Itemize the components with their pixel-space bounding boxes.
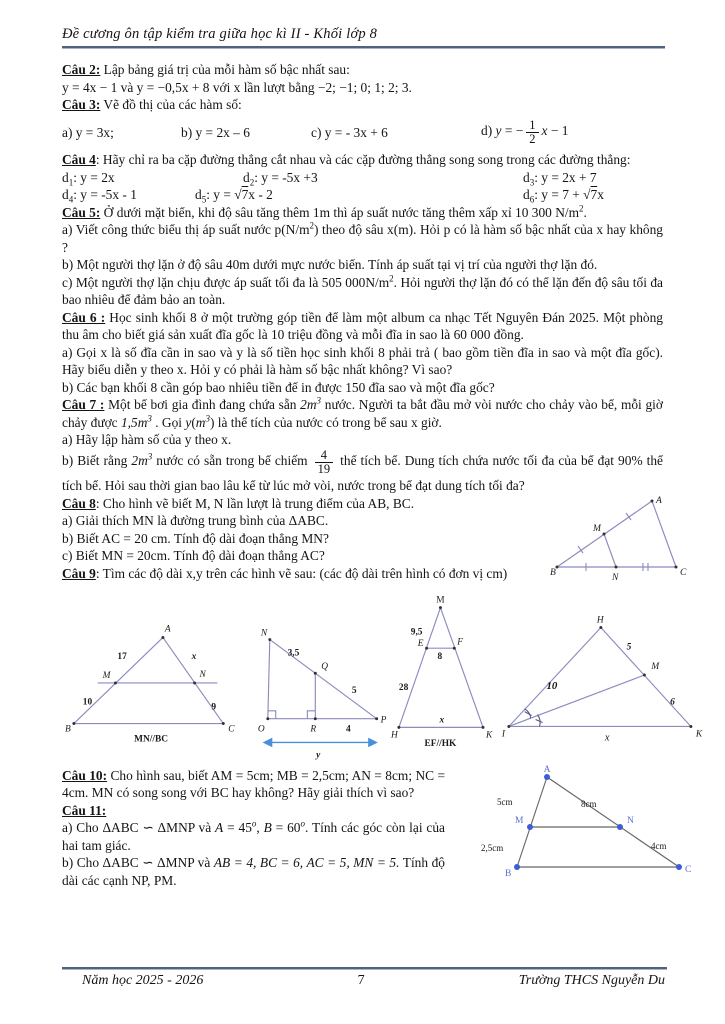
- equation-row: [62, 114, 663, 152]
- text-segment: 2: [389, 273, 394, 284]
- text-line: [62, 344, 663, 379]
- equation-cell: [62, 169, 243, 187]
- text-segment: Tính độ dài các cạnh NP, PM.: [62, 855, 445, 888]
- text-segment: : y = 7 +: [534, 187, 584, 202]
- problem-label: Câu 9: [62, 565, 96, 581]
- text-segment: : Cho hình vẽ biết M, N lần lượt là trung điểm của AB, BC.: [95, 495, 415, 511]
- text-segment: B: [263, 820, 272, 835]
- text-segment: thể tích bể. Dung tích chứa nước tối đa của bể đạt 90% thể tích bể. Hỏi sau thời gian bao lâu kể từ lúc mở vòi, nước trong bể đạt dung tích tối đa?: [62, 452, 663, 493]
- text-segment: x - 2: [248, 187, 273, 202]
- figures-row-problem-9: [62, 591, 715, 763]
- svg-text:P: P: [380, 715, 387, 726]
- svg-text:H: H: [390, 729, 398, 740]
- equation-cell: [62, 124, 181, 142]
- text-segment: d: [523, 187, 530, 202]
- equation-cell: [62, 186, 195, 204]
- text-segment: d: [62, 187, 69, 202]
- svg-text:3,5: 3,5: [287, 647, 300, 658]
- text-segment: b) Biết AC = 20 cm. Tính độ dài đoạn thẳng MN?: [62, 530, 329, 546]
- text-segment: ∽: [142, 820, 154, 835]
- text-line: [62, 396, 663, 431]
- text-segment: = 60: [271, 820, 301, 835]
- text-line: [62, 151, 663, 169]
- svg-text:Q: Q: [321, 661, 329, 672]
- text-segment: Học sinh khối 8 ở một trường góp tiền để làm một album ca nhạc Tết Nguyên Đán 2025. Một phòng thu âm cho biết giá sản xuất đĩa gốc là 10 triệu đồng và mỗi đĩa in sao là 60 000 đồng.: [62, 309, 663, 342]
- text-segment: 1: [68, 177, 74, 188]
- figure-9c-triangle-ef-parallel-hk: [389, 591, 496, 747]
- svg-text:N: N: [627, 815, 634, 826]
- problem-label: Câu 5:: [62, 204, 101, 220]
- svg-text:x: x: [438, 714, 444, 725]
- text-segment: nước có sẵn trong bể chiếm: [152, 452, 312, 468]
- equation-cell: [481, 119, 568, 148]
- svg-text:M: M: [435, 595, 445, 606]
- text-segment: .: [583, 204, 587, 220]
- text-segment: : Tìm các độ dài x,y trên các hình vẽ sau: (các độ dài trên hình có đơn vị cm): [95, 565, 508, 581]
- text-line: [62, 61, 663, 79]
- svg-text:4cm: 4cm: [651, 840, 667, 851]
- text-segment: − 1: [547, 122, 569, 138]
- text-segment: b) Một người thợ lặn ở độ sâu 40m dưới mực nước biển. Tính áp suất tại vị trí của người thợ lặn đó.: [62, 257, 598, 272]
- text-segment: 4: [68, 194, 74, 205]
- svg-text:B: B: [550, 567, 556, 578]
- svg-text:x: x: [605, 731, 610, 743]
- text-line: [62, 379, 663, 397]
- svg-text:H: H: [597, 615, 605, 626]
- text-segment: b) y = 2x – 6: [181, 125, 250, 140]
- svg-text:x: x: [191, 651, 197, 662]
- equation-cell: [311, 124, 481, 142]
- text-segment: d: [62, 169, 69, 185]
- svg-text:M: M: [651, 661, 660, 672]
- svg-text:5: 5: [351, 685, 357, 696]
- text-line: [62, 204, 663, 222]
- problem-label: Câu 11:: [62, 802, 107, 818]
- text-segment: A: [215, 820, 224, 835]
- text-line: [62, 256, 663, 274]
- svg-text:N: N: [612, 572, 619, 583]
- text-segment: Vẽ đồ thị của các hàm số:: [100, 97, 242, 112]
- figure-problem10-triangle-amn: [455, 765, 693, 883]
- text-segment: a) Hãy lập hàm số của y theo x.: [62, 432, 232, 447]
- square-root: √7: [234, 187, 249, 202]
- text-segment: Một bể bơi gia đình đang chứa sẵn: [104, 397, 301, 412]
- svg-text:9: 9: [211, 702, 217, 713]
- svg-text:10: 10: [82, 697, 93, 708]
- document-body: [0, 49, 725, 889]
- problem-label: Câu 2:: [62, 62, 101, 77]
- text-segment: c) y = - 3x + 6: [311, 125, 388, 140]
- text-line: [62, 79, 663, 97]
- text-segment: c) Một người thợ lặn chịu được áp suất tối đa là 505 000N/m: [62, 274, 390, 290]
- equation-row: [62, 169, 663, 187]
- text-segment: y: [495, 122, 502, 138]
- svg-text:K: K: [485, 729, 492, 740]
- text-segment: c) Biết MN = 20cm. Tính độ dài đoạn thẳng AC?: [62, 548, 325, 563]
- text-segment: (: [191, 414, 196, 430]
- text-segment: y: [185, 414, 192, 430]
- problem-label: Câu 7 :: [62, 397, 105, 412]
- svg-text:y: y: [316, 749, 321, 760]
- square-root: √7: [583, 187, 598, 202]
- svg-text:4: 4: [345, 724, 351, 735]
- text-segment: 3: [147, 413, 152, 424]
- text-line: [62, 274, 663, 309]
- text-segment: . Hỏi người thợ lặn đó có thể lặn đến độ sâu tối đa bao nhiêu để đảm bảo an toàn.: [62, 274, 663, 307]
- equation-cell: [181, 124, 311, 142]
- text-segment: 6: [529, 194, 535, 205]
- footer-row: [62, 970, 667, 989]
- text-segment: a) Cho ΔABC: [62, 820, 143, 835]
- figure-9b-right-triangle-nop: [250, 619, 389, 763]
- text-line: [62, 96, 663, 114]
- text-segment: ΔMNP và: [153, 855, 214, 870]
- text-segment: 2: [309, 220, 315, 231]
- equation-cell: [523, 169, 597, 187]
- text-segment: ∽: [142, 855, 154, 870]
- svg-text:M: M: [593, 523, 601, 534]
- text-segment: a) Giải thích MN là đường trung bình của ΔABC.: [62, 513, 329, 528]
- svg-text:F: F: [456, 636, 463, 647]
- text-segment: 1,5m: [120, 414, 148, 430]
- problem-label: Câu 10:: [62, 767, 108, 783]
- text-segment: 2: [579, 203, 584, 214]
- text-segment: Cho hình sau, biết AM = 5cm; MB = 2,5cm; AN = 8cm; NC = 4cm. MN có song song với BC hay không? Hãy giải thích vì sao?: [62, 767, 446, 800]
- text-segment: 5: [201, 194, 207, 205]
- svg-text:A: A: [164, 624, 171, 635]
- svg-text:EF//HK: EF//HK: [424, 738, 456, 747]
- text-segment: ) theo độ sâu x(m). Hỏi p có là hàm số bậc nhất của x hay không ?: [62, 222, 663, 255]
- text-segment: a) Viết công thức biểu thị áp suất nước p(N/m: [62, 222, 310, 237]
- svg-text:C: C: [680, 567, 687, 578]
- text-segment: : y = 2x: [73, 169, 115, 185]
- svg-text:10: 10: [546, 679, 558, 692]
- text-segment: là thể tích của nước có trong bể sau x giờ.: [214, 414, 442, 430]
- svg-text:B: B: [505, 868, 512, 879]
- text-segment: Lập bảng giá trị của mỗi hàm số bậc nhất sau:: [100, 62, 350, 77]
- svg-text:8: 8: [436, 651, 442, 662]
- text-segment: . Gọi: [151, 414, 186, 430]
- text-segment: ΔMNP và: [153, 820, 216, 835]
- section-problems-10-11: [62, 764, 692, 890]
- svg-text:9,5: 9,5: [410, 626, 422, 637]
- text-segment: 3: [147, 450, 153, 461]
- equation-row: [62, 186, 663, 204]
- fraction: $\frac{4}{19}$: [315, 449, 334, 478]
- svg-text:R: R: [310, 724, 317, 735]
- svg-text:6: 6: [670, 697, 676, 708]
- svg-text:8cm: 8cm: [581, 798, 597, 809]
- svg-text:I: I: [502, 728, 506, 739]
- equation-cell: [243, 169, 523, 187]
- header-title: Đề cương ôn tập kiểm tra giữa học kì II - Khối lớp 8: [62, 26, 378, 42]
- text-segment: ): [209, 414, 215, 430]
- text-segment: a) Gọi x là số đĩa cần in sao và y là số tiền học sinh khối 8 phải trả ( bao gồm tiền đĩa in sao và một đĩa gốc). Hãy biểu diễn y theo x. Hỏi y có phải là hàm số bậc nhất không? Vì sao?: [62, 344, 663, 377]
- text-segment: : y = -5x - 1: [73, 187, 137, 202]
- svg-text:MN//BC: MN//BC: [134, 733, 168, 744]
- text-line: [62, 221, 663, 256]
- problem-label: Câu 4: [62, 152, 96, 167]
- text-segment: ,: [256, 820, 264, 835]
- text-segment: 3: [529, 177, 535, 188]
- text-segment: . Tính các góc còn lại của hai tam giác.: [62, 820, 446, 853]
- text-segment: 2: [249, 177, 255, 188]
- text-line: [62, 431, 663, 449]
- svg-text:2,5cm: 2,5cm: [481, 842, 504, 853]
- svg-text:17: 17: [117, 651, 127, 662]
- page-footer: [62, 964, 667, 989]
- footer-school-year: Năm học 2025 - 2026: [82, 973, 204, 988]
- text-segment: b) Biết rằng: [62, 452, 132, 468]
- footer-school-name: Trường THCS Nguyễn Du: [518, 973, 665, 988]
- figure-problem8-triangle-midsegment: [549, 489, 689, 583]
- svg-text:O: O: [257, 724, 265, 735]
- text-segment: : y = 2x + 7: [534, 169, 597, 185]
- svg-text:28: 28: [398, 682, 408, 693]
- problem-label: Câu 6 :: [62, 309, 106, 325]
- text-segment: x: [597, 187, 604, 202]
- text-segment: AB = 4, BC = 6, AC = 5, MN = 5.: [213, 855, 400, 870]
- svg-text:N: N: [199, 669, 206, 680]
- svg-text:K: K: [696, 728, 703, 739]
- text-segment: d: [243, 169, 250, 185]
- svg-text:E: E: [417, 638, 423, 649]
- text-segment: b) Các bạn khối 8 cần góp bao nhiêu tiền để in được 150 đĩa sao và một đĩa gốc?: [62, 379, 495, 395]
- text-segment: d): [481, 122, 496, 138]
- svg-text:M: M: [102, 670, 111, 681]
- svg-text:A: A: [656, 495, 662, 506]
- text-segment: y = 4x − 1 và y = −0,5x + 8 với x lần lượt bằng −2; −1; 0; 1; 2; 3.: [62, 79, 412, 95]
- section-problems-8-9: [62, 495, 687, 585]
- figure-9d-triangle-angle-bisector: [495, 609, 715, 745]
- text-segment: 2m: [131, 452, 148, 468]
- text-segment: m: [195, 414, 206, 430]
- figure-9a-triangle-mn-parallel-bc: [62, 615, 250, 745]
- text-segment: b) Cho ΔABC: [62, 855, 143, 870]
- text-segment: x: [541, 122, 548, 138]
- footer-page-number: 7: [357, 973, 365, 988]
- svg-text:B: B: [64, 723, 71, 734]
- text-segment: o: [251, 818, 257, 829]
- text-segment: d: [195, 187, 202, 202]
- text-segment: 3: [316, 395, 322, 406]
- text-segment: Ở dưới mặt biển, khi độ sâu tăng thêm 1m thì áp suất nước tăng thêm xấp xỉ 10 300 N/m: [100, 204, 580, 220]
- problem-label: Câu 3:: [62, 97, 101, 112]
- text-segment: a) y = 3x;: [62, 125, 114, 140]
- svg-text:5: 5: [626, 641, 632, 652]
- text-segment: d: [523, 169, 530, 185]
- text-line: [62, 309, 663, 344]
- problem-label: Câu 8: [62, 495, 96, 511]
- text-segment: : y = -5x +3: [254, 169, 318, 185]
- text-segment: : y =: [206, 187, 235, 202]
- equation-cell: [195, 186, 523, 204]
- svg-text:N: N: [260, 628, 268, 639]
- section-problems-2-7: [62, 61, 663, 495]
- text-segment: = −: [501, 122, 524, 138]
- equation-cell: [523, 186, 604, 204]
- text-segment: nước. Người ta bắt đầu mở vòi nước cho chảy vào bể, mỗi giờ chảy được: [62, 397, 663, 430]
- text-segment: 2m: [300, 397, 317, 412]
- svg-text:5cm: 5cm: [497, 796, 513, 807]
- text-segment: 3: [205, 413, 210, 424]
- text-segment: o: [300, 818, 305, 829]
- svg-text:A: A: [543, 764, 551, 775]
- text-segment: = 45: [223, 820, 252, 835]
- svg-text:C: C: [685, 864, 692, 875]
- fraction: $\frac{1}{2}$: [526, 119, 538, 148]
- text-segment: : Hãy chỉ ra ba cặp đường thẳng cắt nhau và các cặp đường thẳng song song trong các đường thẳng:: [95, 152, 631, 167]
- svg-text:C: C: [228, 723, 235, 734]
- svg-text:M: M: [515, 815, 524, 826]
- page-header: [0, 0, 725, 49]
